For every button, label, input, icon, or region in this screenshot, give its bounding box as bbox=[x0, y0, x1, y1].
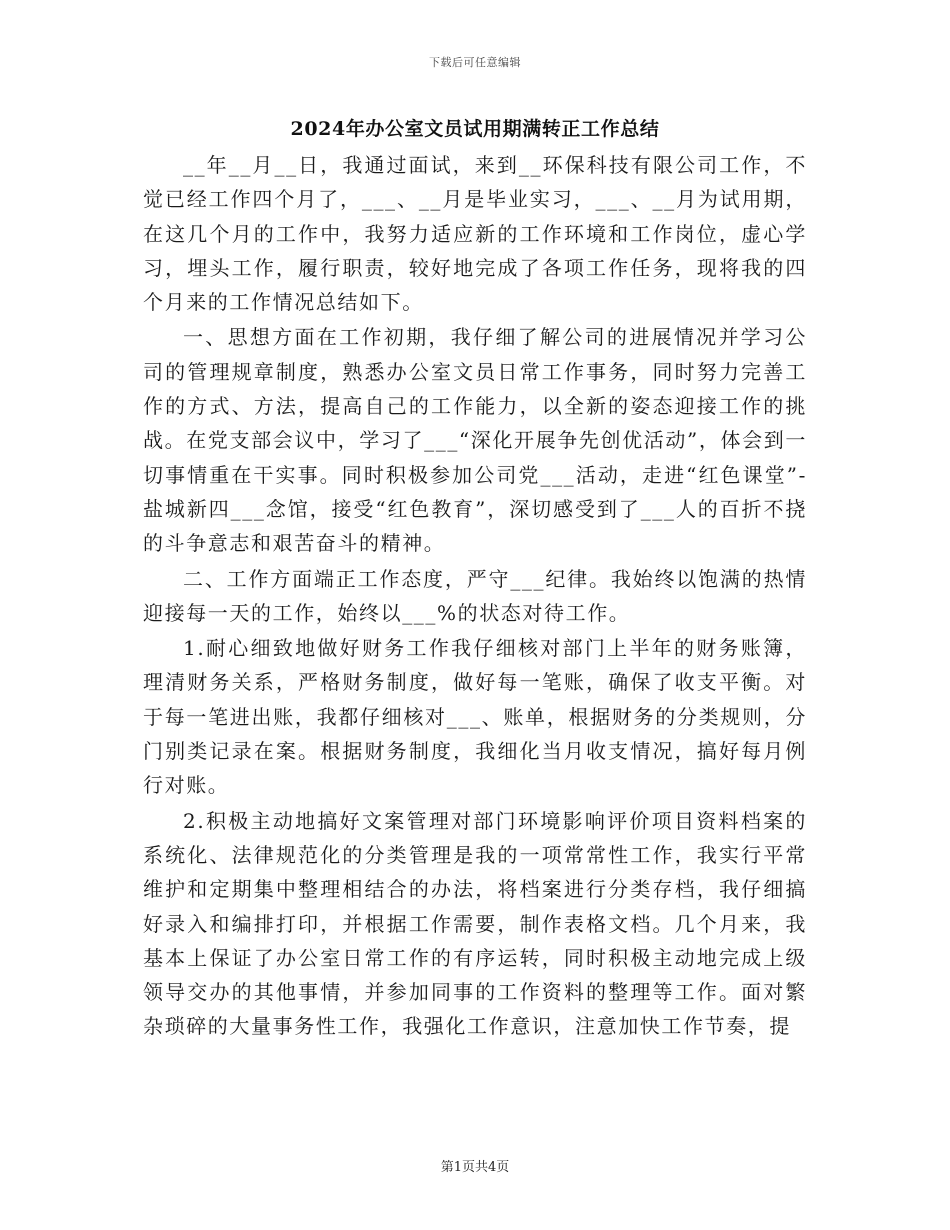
paragraph-archives: 2.积极主动地搞好文案管理对部门环境影响评价项目资料档案的系统化、法律规范化的分类管理是我的一项常常性工作，我实行平常维护和定期集中整理相结合的办法，将档案进行分类存档，我仔细搞好录入和编排打印，并根据工作需要，制作表格文档。几个月来，我基本上保证了办公室日常工作的有序运转，同时积极主动地完成上级领导交办的其他事情，并参加同事的工作资料的整理等工作。面对繁杂琐碎的大量事务性工作，我强化工作意识，注意加快工作节奏，提 bbox=[143, 808, 807, 1039]
paragraph-finance: 1.耐心细致地做好财务工作我仔细核对部门上半年的财务账簿，理清财务关系，严格财务制度，做好每一笔账，确保了收支平衡。对于每一笔进出账，我都仔细核对___、账单，根据财务的分类规则，分门别类记录在案。根据财务制度，我细化当月收支情况，搞好每月例行对账。 bbox=[143, 636, 807, 798]
document-body bbox=[143, 148, 807, 1045]
paragraph-intro: __年__月__日，我通过面试，来到__环保科技有限公司工作，不觉已经工作四个月了，___、__月是毕业实习，___、__月为试用期，在这几个月的工作中，我努力适应新的工作环境和工作岗位，虚心学习，埋头工作，履行职责，较好地完成了各项工作任务，现将我的四个月来的工作情况总结如下。 bbox=[143, 153, 807, 315]
page-number: 第1页共4页 bbox=[440, 1160, 510, 1175]
paragraph-work-attitude: 二、工作方面端正工作态度，严守___纪律。我始终以饱满的热情迎接每一天的工作，始终以___%的状态对待工作。 bbox=[143, 566, 807, 625]
header-note: 下载后可任意编辑 bbox=[429, 56, 521, 69]
paragraph-ideology: 一、思想方面在工作初期，我仔细了解公司的进展情况并学习公司的管理规章制度，熟悉办公室文员日常工作事务，同时努力完善工作的方式、方法，提高自己的工作能力，以全新的姿态迎接工作的挑战。在党支部会议中，学习了___“深化开展争先创优活动”，体会到一切事情重在干实事。同时积极参加公司党___活动，走进“红色课堂”-盐城新四___念馆，接受“红色教育”，深切感受到了___人的百折不挠的斗争意志和艰苦奋斗的精神。 bbox=[143, 325, 807, 556]
document-title: 2024年办公室文员试用期满转正工作总结 bbox=[290, 118, 660, 140]
